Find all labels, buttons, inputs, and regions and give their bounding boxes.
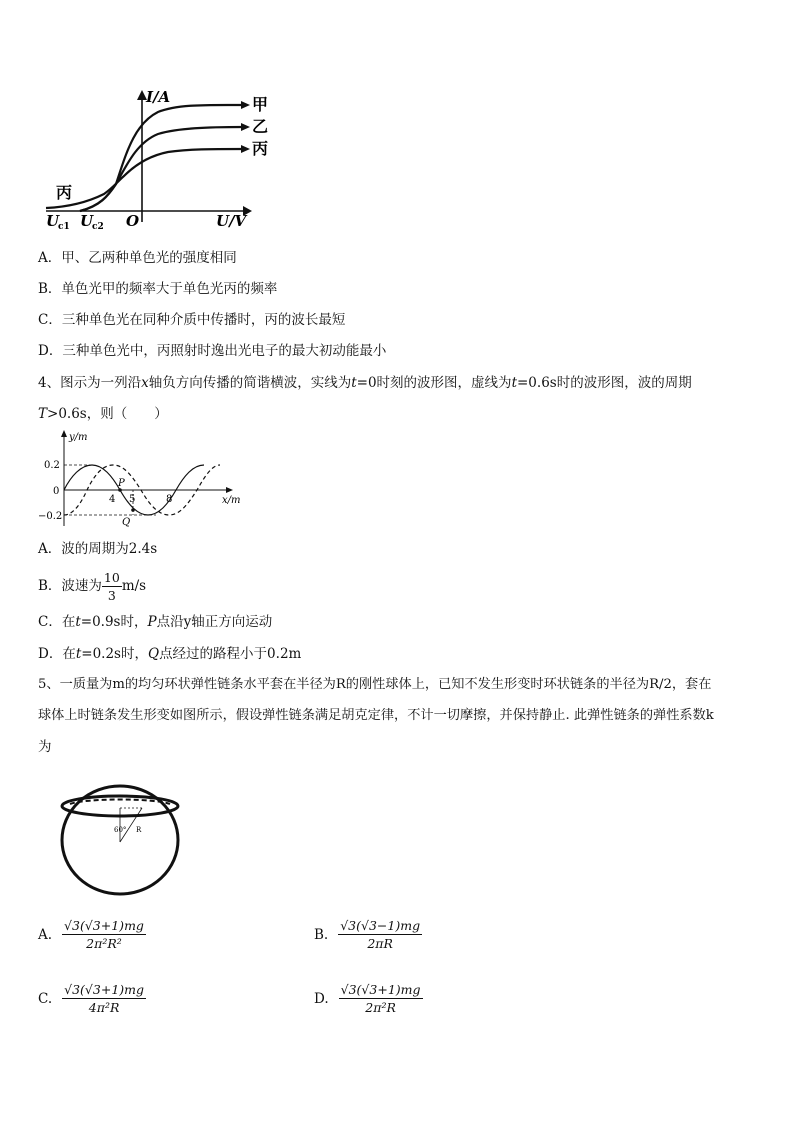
y-axis-label: y/m xyxy=(69,432,88,443)
wave-graph xyxy=(36,428,246,528)
x-tick-5: 5 xyxy=(129,494,136,505)
angle-label: 60° xyxy=(114,826,127,834)
q5-option-a: A. $\frac{√3(√3+1)mg}{\text{2π²R²}}$ xyxy=(38,918,144,951)
x-tick-8: 8 xyxy=(166,494,173,505)
origin-label: O xyxy=(126,212,140,230)
uc1-sub: c1 xyxy=(58,222,70,232)
q3-option-b: B．单色光甲的频率大于单色光丙的频率 xyxy=(38,281,278,297)
y-tick-zero: 0 xyxy=(53,486,60,497)
q4-option-b: B．波速为 $\frac{10}{3}$ m/s xyxy=(38,569,147,603)
curve-yi-label: 乙 xyxy=(252,117,269,136)
q3-option-a: A．甲、乙两种单色光的强度相同 xyxy=(38,250,237,266)
y-tick-top: 0.2 xyxy=(44,460,60,471)
radius-label: R xyxy=(136,826,142,834)
curve-jia xyxy=(80,105,243,211)
q5-option-d: D. $\frac{√3(√3+1)mg}{\text{2π²R}}$ xyxy=(314,982,421,1015)
x-axis-label: x/m xyxy=(222,495,241,506)
u-axis-label: U/V xyxy=(216,212,247,230)
q4-option-a: A．波的周期为2.4s xyxy=(38,541,158,557)
curve-yi xyxy=(80,127,243,211)
q5-stem-line3: 为 xyxy=(38,739,52,755)
q3-option-c: C．三种单色光在同种介质中传播时，丙的波长最短 xyxy=(38,312,346,328)
q5-stem-line2: 球体上时链条发生形变如图所示，假设弹性链条满足胡克定律，不计一切摩擦，并保持静止. 此弹性链条的弹性系数k xyxy=(38,708,714,723)
uc2-label: U xyxy=(80,212,94,230)
photoelectric-iv-graph xyxy=(38,84,288,234)
uc1-label: U xyxy=(46,212,60,230)
q4-option-d: D．在t=0.2s时，Q点经过的路程小于0.2m xyxy=(38,646,302,662)
q3-option-d: D．三种单色光中，丙照射时逸出光电子的最大初动能最小 xyxy=(38,343,387,359)
point-p-label: P xyxy=(118,478,125,489)
curve-bing-low-label: 丙 xyxy=(56,183,73,202)
q4-stem-line2: T>0.6s，则（ ） xyxy=(38,406,168,422)
sphere-chain-figure xyxy=(56,770,182,896)
curve-bing xyxy=(46,149,243,208)
q5-option-b: B. $\frac{√3(√3-1)mg}{2\pi R}$ xyxy=(314,918,421,951)
q4-stem-line1: 4、图示为一列沿x轴负方向传播的简谐横波，实线为t=0时刻的波形图，虚线为t=0.6s时的波形图，波的周期 xyxy=(38,375,692,391)
q4-option-b-fraction: $\frac{10}{3}$ xyxy=(103,569,120,603)
q5-option-c: C. $\frac{√3(√3+1)mg}{\text{4π²R}}$ xyxy=(38,982,145,1015)
uc2-sub: c2 xyxy=(92,222,104,232)
q5-stem-line1: 5、一质量为m的均匀环状弹性链条水平套在半径为R的刚性球体上，已知不发生形变时环状链条的半径为R/2，套在 xyxy=(38,677,712,692)
i-axis-label: I/A xyxy=(146,88,171,106)
x-tick-4: 4 xyxy=(109,494,116,505)
curve-bing-label: 丙 xyxy=(252,139,269,158)
q4-option-c: C．在t=0.9s时，P点沿y轴正方向运动 xyxy=(38,614,273,630)
y-tick-bottom: −0.2 xyxy=(38,511,63,522)
curve-jia-label: 甲 xyxy=(252,95,269,114)
point-q-label: Q xyxy=(122,517,131,528)
